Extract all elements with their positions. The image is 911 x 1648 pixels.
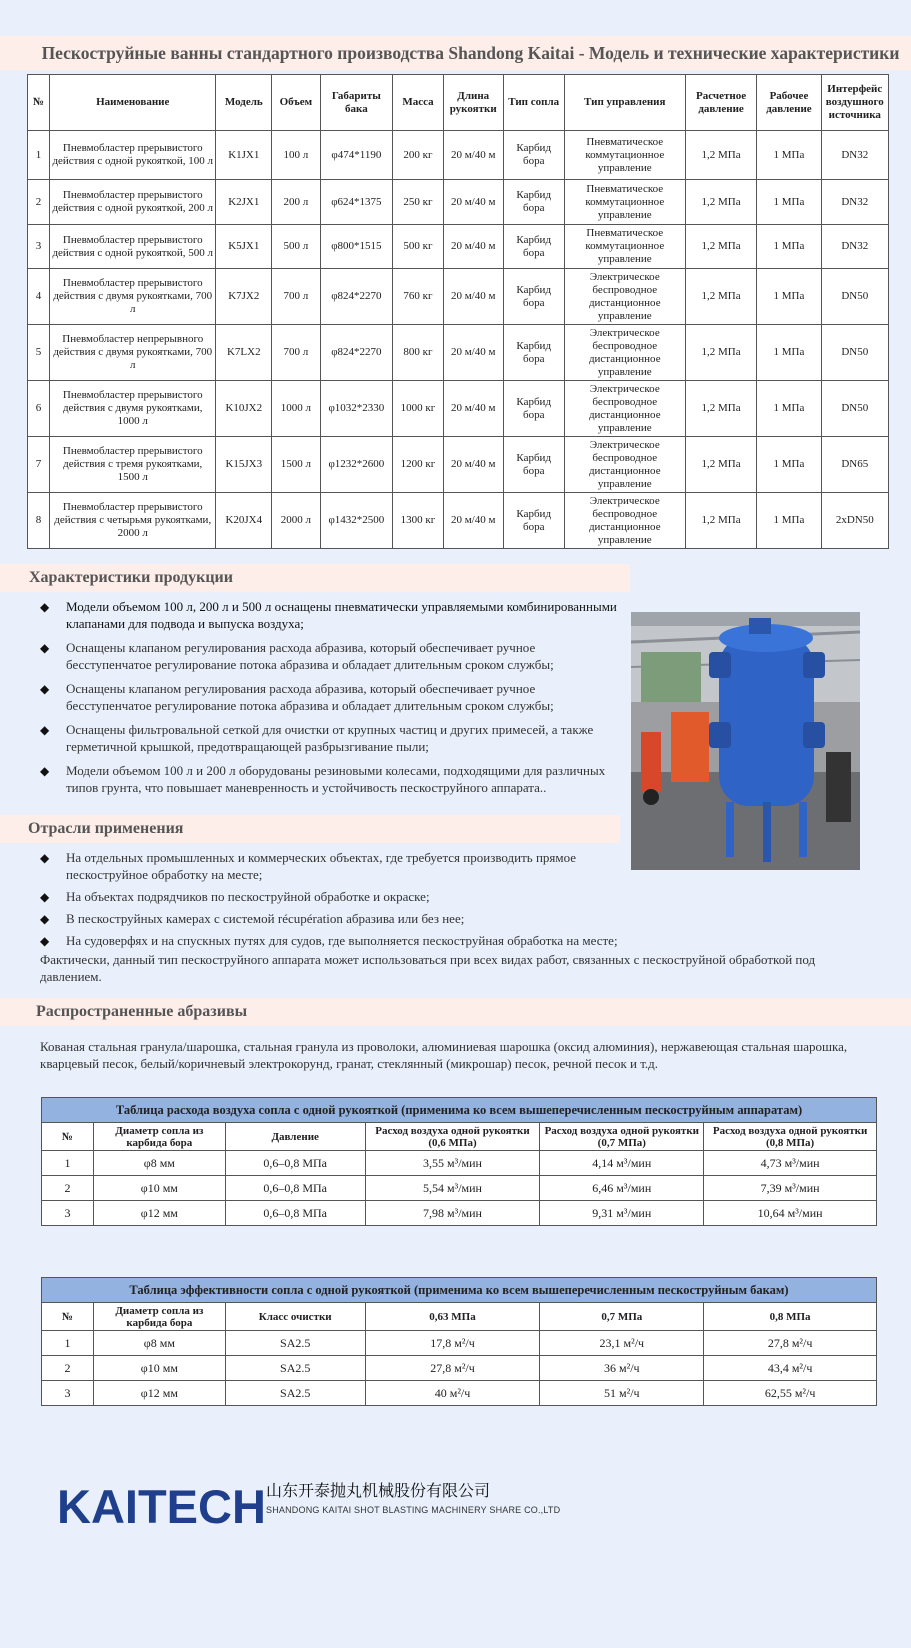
- table-row: [28, 131, 889, 180]
- table-cell: DN50: [821, 269, 888, 325]
- table-cell: K1JX1: [216, 131, 272, 180]
- list-item: [40, 888, 620, 905]
- table-cell: 2: [42, 1176, 94, 1201]
- column-header: Длина рукоятки: [443, 75, 503, 131]
- table-cell: DN50: [821, 325, 888, 381]
- table-cell: 200 кг: [393, 131, 444, 180]
- table-cell: K20JX4: [216, 493, 272, 549]
- diamond-bullet-icon: ◆: [40, 682, 50, 696]
- list-item: [40, 721, 620, 755]
- table-cell: 0,6–0,8 МПа: [225, 1201, 365, 1226]
- table-cell: φ800*1515: [320, 225, 393, 269]
- table-cell: 1500 л: [272, 437, 320, 493]
- column-header: Расход воздуха одной рукоятки (0,6 МПа): [365, 1123, 540, 1151]
- column-header: №: [42, 1123, 94, 1151]
- table-cell: 1,2 МПа: [685, 437, 757, 493]
- table-cell: 20 м/40 м: [443, 131, 503, 180]
- table-row: [28, 325, 889, 381]
- abrasives-heading: Распространенные абразивы: [0, 998, 911, 1026]
- table-cell: Пневматическое коммутационное управление: [564, 225, 685, 269]
- product-photo: [631, 612, 860, 870]
- table-row: [42, 1331, 877, 1356]
- table-cell: 1 МПа: [757, 180, 821, 225]
- table-cell: Электрическое беспроводное дистанционное управление: [564, 493, 685, 549]
- table-cell: 20 м/40 м: [443, 225, 503, 269]
- table-cell: 10,64 м³/мин: [704, 1201, 877, 1226]
- table-cell: 43,4 м²/ч: [704, 1356, 877, 1381]
- table-cell: Пневмобластер прерывистого действия с одной рукояткой, 200 л: [50, 180, 216, 225]
- list-item: [40, 680, 620, 714]
- company-name-cn: 山东开泰抛丸机械股份有限公司: [266, 1481, 491, 1500]
- table-cell: 1,2 МПа: [685, 225, 757, 269]
- table-cell: Пневмобластер прерывистого действия с двумя рукоятками, 700 л: [50, 269, 216, 325]
- table-cell: 2: [28, 180, 50, 225]
- table-cell: 5: [28, 325, 50, 381]
- table-cell: DN50: [821, 381, 888, 437]
- table-cell: 3,55 м³/мин: [365, 1151, 540, 1176]
- table-cell: 1 МПа: [757, 131, 821, 180]
- sandblaster-tank-image: [631, 612, 860, 870]
- table-cell: 1 МПа: [757, 325, 821, 381]
- table-cell: Карбид бора: [503, 325, 564, 381]
- column-header: Тип сопла: [503, 75, 564, 131]
- table-cell: Пневмобластер прерывистого действия с двумя рукоятками, 1000 л: [50, 381, 216, 437]
- list-item-text: Модели объемом 100 л, 200 л и 500 л оснащены пневматически управляемыми комбинированными клапанами для подвода и выпуска воздуха;: [66, 599, 617, 631]
- table-cell: φ8 мм: [93, 1331, 225, 1356]
- table-cell: K2JX1: [216, 180, 272, 225]
- kaitech-logo: [57, 1482, 266, 1532]
- table-cell: 1200 кг: [393, 437, 444, 493]
- column-header: Интерфейс воздушного источника: [821, 75, 888, 131]
- column-header: №: [28, 75, 50, 131]
- table-cell: 27,8 м²/ч: [704, 1331, 877, 1356]
- table-cell: 250 кг: [393, 180, 444, 225]
- table-row: [28, 493, 889, 549]
- table-cell: 4: [28, 269, 50, 325]
- table-row: [28, 225, 889, 269]
- list-item: [40, 639, 620, 673]
- table-cell: 1 МПа: [757, 437, 821, 493]
- table-cell: K7LX2: [216, 325, 272, 381]
- column-header: Давление: [225, 1123, 365, 1151]
- table-row: [28, 269, 889, 325]
- table-cell: 1000 кг: [393, 381, 444, 437]
- table-cell: 1,2 МПа: [685, 381, 757, 437]
- table-cell: Пневмобластер прерывистого действия с тремя рукоятками, 1500 л: [50, 437, 216, 493]
- applications-heading: Отрасли применения: [0, 815, 620, 843]
- table-cell: 17,8 м²/ч: [365, 1331, 540, 1356]
- table-cell: 51 м²/ч: [540, 1381, 704, 1406]
- column-header: Тип управления: [564, 75, 685, 131]
- table-cell: Карбид бора: [503, 180, 564, 225]
- table-row: [42, 1151, 877, 1176]
- table-cell: Карбид бора: [503, 437, 564, 493]
- applications-list: [40, 849, 620, 954]
- table-cell: Карбид бора: [503, 269, 564, 325]
- abrasives-text: Кованая стальная гранула/шарошка, стальная гранула из проволоки, алюминиевая шарошка (оксид алюминия), нержавеющая стальная шарошка, кварцевый песок, белый/коричневый электрокорунд, гранат, стеклянный (микрошар) песок, речной песок и т.д.: [40, 1039, 848, 1071]
- list-item-text: На отдельных промышленных и коммерческих объектах, где требуется производить прямое пескоструйное обработку на месте;: [66, 850, 577, 882]
- table-cell: 27,8 м²/ч: [365, 1356, 540, 1381]
- features-list: [40, 598, 620, 803]
- table-cell: 500 кг: [393, 225, 444, 269]
- diamond-bullet-icon: ◆: [40, 600, 50, 614]
- page-title: Пескоструйные ванны стандартного производства Shandong Kaitai - Модель и технические характеристики: [0, 36, 911, 70]
- efficiency-table: [41, 1277, 877, 1406]
- table-cell: 1 МПа: [757, 381, 821, 437]
- diamond-bullet-icon: ◆: [40, 912, 50, 926]
- table-cell: Электрическое беспроводное дистанционное управление: [564, 269, 685, 325]
- table-cell: K7JX2: [216, 269, 272, 325]
- table-cell: 1300 кг: [393, 493, 444, 549]
- table-cell: DN65: [821, 437, 888, 493]
- air-table-header-row: [42, 1123, 877, 1151]
- table-cell: Карбид бора: [503, 225, 564, 269]
- list-item-text: Оснащены клапаном регулирования расхода абразива, который обеспечивает ручное бесступенчатое регулирование потока абразива и обладает длительным сроком службы;: [66, 640, 554, 672]
- table-cell: φ824*2270: [320, 325, 393, 381]
- column-header: Расход воздуха одной рукоятки (0,8 МПа): [704, 1123, 877, 1151]
- table-cell: 0,6–0,8 МПа: [225, 1176, 365, 1201]
- list-item-text: Оснащены фильтровальной сеткой для очистки от крупных частиц и других примесей, а также герметичной крышкой, предотвращающей разбрызгивание пыли;: [66, 722, 594, 754]
- table-row: [42, 1356, 877, 1381]
- table-cell: Пневмобластер непрерывного действия с двумя рукоятками, 700 л: [50, 325, 216, 381]
- table-cell: K10JX2: [216, 381, 272, 437]
- eff-table-caption: Таблица эффективности сопла с одной рукояткой (применима ко всем вышеперечисленным пескоструйным бакам): [42, 1278, 877, 1303]
- applications-note: Фактически, данный тип пескоструйного аппарата может использоваться при всех видах работ, связанных с пескоструйной обработкой под давлением.: [40, 952, 816, 984]
- table-cell: φ624*1375: [320, 180, 393, 225]
- table-cell: DN32: [821, 225, 888, 269]
- table-cell: φ474*1190: [320, 131, 393, 180]
- table-cell: 5,54 м³/мин: [365, 1176, 540, 1201]
- table-cell: Пневматическое коммутационное управление: [564, 180, 685, 225]
- table-cell: Пневмобластер прерывистого действия с четырьмя рукоятками, 2000 л: [50, 493, 216, 549]
- table-cell: φ10 мм: [93, 1176, 225, 1201]
- column-header: Наименование: [50, 75, 216, 131]
- table-cell: 1,2 МПа: [685, 493, 757, 549]
- table-cell: 4,14 м³/мин: [540, 1151, 704, 1176]
- table-cell: φ1432*2500: [320, 493, 393, 549]
- column-header: 0,8 МПа: [704, 1303, 877, 1331]
- table-cell: φ12 мм: [93, 1381, 225, 1406]
- table-cell: 36 м²/ч: [540, 1356, 704, 1381]
- table-cell: 20 м/40 м: [443, 437, 503, 493]
- table-cell: 3: [42, 1381, 94, 1406]
- logo-wordmark: KAITECH: [57, 1480, 266, 1533]
- list-item: [40, 762, 620, 796]
- features-heading: Характеристики продукции: [0, 564, 630, 592]
- diamond-bullet-icon: ◆: [40, 723, 50, 737]
- table-cell: 1,2 МПа: [685, 269, 757, 325]
- table-cell: 20 м/40 м: [443, 493, 503, 549]
- table-cell: 20 м/40 м: [443, 269, 503, 325]
- table-cell: K5JX1: [216, 225, 272, 269]
- table-cell: Пневматическое коммутационное управление: [564, 131, 685, 180]
- list-item-text: На объектах подрядчиков по пескоструйной обработке и окраске;: [66, 889, 430, 904]
- table-cell: 200 л: [272, 180, 320, 225]
- table-row: [28, 180, 889, 225]
- table-cell: SA2.5: [225, 1381, 365, 1406]
- table-cell: 7,39 м³/мин: [704, 1176, 877, 1201]
- table-row: [28, 437, 889, 493]
- table-cell: SA2.5: [225, 1331, 365, 1356]
- table-row: [28, 381, 889, 437]
- table-cell: 7,98 м³/мин: [365, 1201, 540, 1226]
- table-cell: 20 м/40 м: [443, 325, 503, 381]
- list-item: [40, 910, 620, 927]
- table-cell: SA2.5: [225, 1356, 365, 1381]
- table-cell: 2: [42, 1356, 94, 1381]
- list-item-text: В пескоструйных камерах с системой récupération абразива или без нее;: [66, 911, 465, 926]
- table-cell: φ10 мм: [93, 1356, 225, 1381]
- table-cell: 6: [28, 381, 50, 437]
- table-cell: 20 м/40 м: [443, 381, 503, 437]
- table-row: [42, 1381, 877, 1406]
- column-header: Расчетное давление: [685, 75, 757, 131]
- diamond-bullet-icon: ◆: [40, 764, 50, 778]
- table-cell: 500 л: [272, 225, 320, 269]
- table-cell: Пневмобластер прерывистого действия с одной рукояткой, 100 л: [50, 131, 216, 180]
- column-header: Модель: [216, 75, 272, 131]
- table-cell: 1: [28, 131, 50, 180]
- table-cell: 3: [28, 225, 50, 269]
- diamond-bullet-icon: ◆: [40, 851, 50, 865]
- table-cell: φ12 мм: [93, 1201, 225, 1226]
- list-item: [40, 849, 620, 883]
- air-consumption-table: [41, 1097, 877, 1226]
- column-header: Расход воздуха одной рукоятки (0,7 МПа): [540, 1123, 704, 1151]
- table-cell: 1 МПа: [757, 493, 821, 549]
- table-cell: 700 л: [272, 325, 320, 381]
- column-header: Объем: [272, 75, 320, 131]
- diamond-bullet-icon: ◆: [40, 934, 50, 948]
- table-cell: 3: [42, 1201, 94, 1226]
- table-cell: 1,2 МПа: [685, 180, 757, 225]
- list-item-text: На судоверфях и на спускных путях для судов, где выполняется пескоструйная обработка на месте;: [66, 933, 618, 948]
- table-cell: Карбид бора: [503, 493, 564, 549]
- diamond-bullet-icon: ◆: [40, 641, 50, 655]
- diamond-bullet-icon: ◆: [40, 890, 50, 904]
- table-cell: 1,2 МПа: [685, 131, 757, 180]
- table-cell: 9,31 м³/мин: [540, 1201, 704, 1226]
- table-cell: DN32: [821, 180, 888, 225]
- column-header: Рабочее давление: [757, 75, 821, 131]
- table-row: [42, 1201, 877, 1226]
- table-cell: 6,46 м³/мин: [540, 1176, 704, 1201]
- table-cell: DN32: [821, 131, 888, 180]
- list-item: [40, 932, 620, 949]
- column-header: Диаметр сопла из карбида бора: [93, 1303, 225, 1331]
- table-cell: Электрическое беспроводное дистанционное управление: [564, 381, 685, 437]
- table-cell: 23,1 м²/ч: [540, 1331, 704, 1356]
- column-header: Класс очистки: [225, 1303, 365, 1331]
- table-cell: 40 м²/ч: [365, 1381, 540, 1406]
- table-cell: 1: [42, 1151, 94, 1176]
- table-cell: φ1032*2330: [320, 381, 393, 437]
- table-cell: 20 м/40 м: [443, 180, 503, 225]
- table-cell: φ8 мм: [93, 1151, 225, 1176]
- list-item-text: Модели объемом 100 л и 200 л оборудованы резиновыми колесами, подходящими для различных типов грунта, что повышает маневренность и устойчивость пескоструйного аппарата..: [66, 763, 606, 795]
- table-cell: 1 МПа: [757, 225, 821, 269]
- table-cell: 2000 л: [272, 493, 320, 549]
- table-cell: φ824*2270: [320, 269, 393, 325]
- column-header: Габариты бака: [320, 75, 393, 131]
- column-header: Диаметр сопла из карбида бора: [93, 1123, 225, 1151]
- table-cell: 2xDN50: [821, 493, 888, 549]
- table-cell: 800 кг: [393, 325, 444, 381]
- column-header: №: [42, 1303, 94, 1331]
- table-cell: 1 МПа: [757, 269, 821, 325]
- table-cell: 8: [28, 493, 50, 549]
- spec-table: [27, 74, 889, 549]
- air-table-caption: Таблица расхода воздуха сопла с одной рукояткой (применима ко всем вышеперечисленным пескоструйным аппаратам): [42, 1098, 877, 1123]
- table-cell: Карбид бора: [503, 131, 564, 180]
- table-cell: 100 л: [272, 131, 320, 180]
- list-item-text: Оснащены клапаном регулирования расхода абразива, который обеспечивает ручное бесступенчатое регулирование потока абразива и обладает длительным сроком службы;: [66, 681, 554, 713]
- table-row: [42, 1176, 877, 1201]
- company-name-en: SHANDONG KAITAI SHOT BLASTING MACHINERY SHARE CO.,LTD: [266, 1505, 561, 1515]
- table-cell: φ1232*2600: [320, 437, 393, 493]
- table-cell: 4,73 м³/мин: [704, 1151, 877, 1176]
- column-header: 0,63 МПа: [365, 1303, 540, 1331]
- table-cell: 62,55 м²/ч: [704, 1381, 877, 1406]
- list-item: [40, 598, 620, 632]
- table-cell: 1,2 МПа: [685, 325, 757, 381]
- table-cell: 0,6–0,8 МПа: [225, 1151, 365, 1176]
- column-header: Масса: [393, 75, 444, 131]
- table-cell: 1000 л: [272, 381, 320, 437]
- eff-table-header-row: [42, 1303, 877, 1331]
- table-cell: Электрическое беспроводное дистанционное управление: [564, 437, 685, 493]
- table-cell: Электрическое беспроводное дистанционное управление: [564, 325, 685, 381]
- table-cell: 760 кг: [393, 269, 444, 325]
- table-cell: 7: [28, 437, 50, 493]
- spec-table-header-row: [28, 75, 889, 131]
- table-cell: 700 л: [272, 269, 320, 325]
- column-header: 0,7 МПа: [540, 1303, 704, 1331]
- table-cell: K15JX3: [216, 437, 272, 493]
- table-cell: Пневмобластер прерывистого действия с одной рукояткой, 500 л: [50, 225, 216, 269]
- table-cell: Карбид бора: [503, 381, 564, 437]
- table-cell: 1: [42, 1331, 94, 1356]
